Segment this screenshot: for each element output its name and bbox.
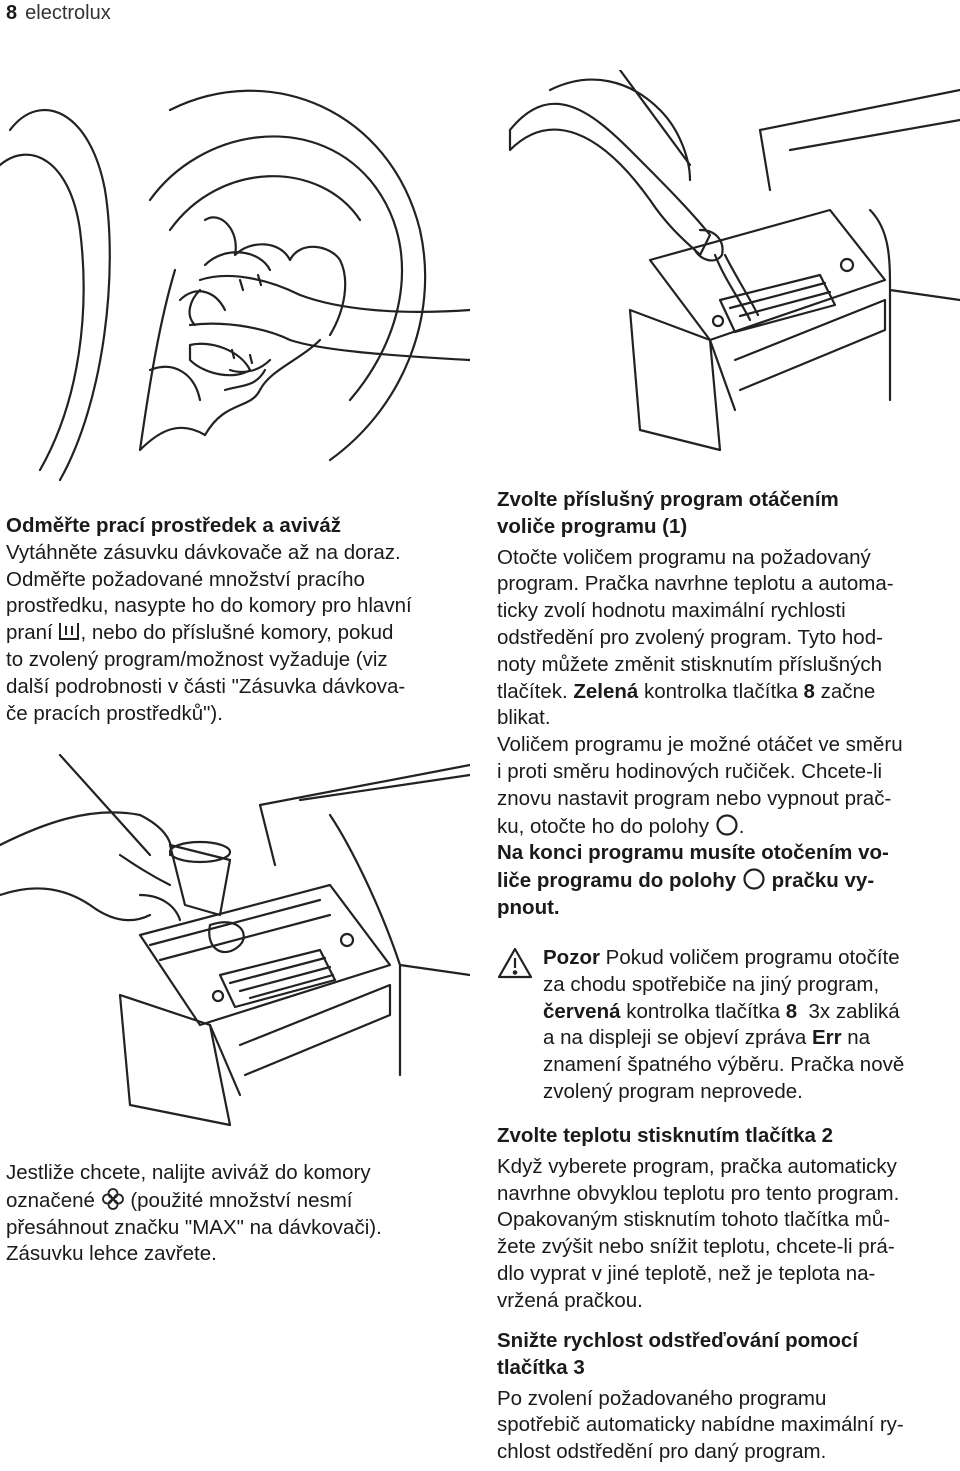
- softener-line-2-prefix: označené: [6, 1188, 95, 1212]
- warning-line-3-a: kontrolka tlačítka: [620, 999, 786, 1023]
- warning-err: Err: [811, 1026, 842, 1050]
- off-position-icon-2: [742, 867, 766, 891]
- main-wash-compartment-icon: [58, 621, 80, 643]
- warning-line-1: [543, 945, 960, 972]
- warning-section: [543, 945, 960, 1106]
- detergent-section: [6, 513, 461, 727]
- program-line-11-text: ku, otočte ho do polohy: [497, 814, 709, 838]
- softener-line-2-suffix: (použité množství nesmí: [130, 1188, 353, 1212]
- program-line-6-green: Zelená: [573, 679, 639, 703]
- temperature-line-6: vržená pračkou.: [497, 1288, 643, 1312]
- warning-line-4-a: a na displeji se objeví zpráva: [543, 1026, 812, 1050]
- detergent-line-4-text: , nebo do příslušné komory, pokud: [80, 621, 394, 645]
- softener-section: [6, 1160, 461, 1268]
- flower-softener-icon: [101, 1187, 125, 1211]
- warning-red: červená: [543, 999, 621, 1023]
- temperature-line-2: navrhne obvyklou teplotu pro tento program.: [497, 1181, 900, 1205]
- program-heading-1: Zvolte příslušný program otáčením: [497, 488, 839, 511]
- softener-pouring-illustration: [0, 745, 470, 1145]
- program-line-5: noty můžete změnit stisknutím příslušných: [497, 652, 883, 676]
- program-line-6-a: tlačítek.: [497, 679, 574, 703]
- program-bold-line-2-b: pračku vy-: [771, 869, 875, 893]
- warning-line-6: zvolený program neprovede.: [543, 1079, 803, 1103]
- brand-name: electrolux: [25, 2, 111, 24]
- laundry-loading-illustration: [0, 70, 470, 500]
- program-line-7: blikat.: [497, 706, 551, 730]
- detergent-bottle-illustration: [490, 70, 960, 470]
- temperature-section: [497, 1123, 959, 1315]
- program-line-2: program. Pračka navrhne teplotu a automa-: [497, 572, 894, 596]
- program-line-9: i proti směru hodinových ručiček. Chcete-li: [497, 759, 883, 783]
- spin-line-2: spotřebič automaticky nabídne maximální ry-: [497, 1413, 904, 1437]
- program-line-6-b: kontrolka tlačítka: [638, 679, 804, 703]
- program-bold-line-1: Na konci programu musíte otočením vo-: [497, 841, 889, 865]
- detergent-line-2: Odměřte požadované množství pracího: [6, 567, 365, 591]
- warning-button: 8: [785, 999, 798, 1023]
- spin-line-1: Po zvolení požadovaného programu: [497, 1386, 827, 1410]
- spin-section: [497, 1328, 959, 1466]
- detergent-line-1: Vytáhněte zásuvku dávkovače až na doraz.: [6, 540, 401, 564]
- softener-line-4: Zásuvku lehce zavřete.: [6, 1242, 217, 1266]
- detergent-line-7: če pracích prostředků").: [6, 701, 223, 725]
- page-header: [6, 0, 111, 26]
- softener-line-2: [6, 1187, 461, 1215]
- temperature-line-3: Opakovaným stisknutím tohoto tlačítka mů-: [497, 1208, 891, 1232]
- warning-line-4: [543, 1025, 960, 1052]
- program-line-6-c: začne: [814, 679, 876, 703]
- detergent-line-5: to zvolený program/možnost vyžaduje (viz: [6, 647, 388, 671]
- off-position-icon: [715, 813, 739, 837]
- program-line-6-button: 8: [803, 679, 815, 703]
- program-heading-2: voliče programu (1): [497, 514, 688, 538]
- program-line-10: znovu nastavit program nebo vypnout prač-: [497, 786, 892, 810]
- spin-heading-1: Snižte rychlost odstřeďování pomocí: [497, 1329, 859, 1352]
- warning-line-4-b: na: [841, 1026, 871, 1050]
- program-bold-line-3: pnout.: [497, 895, 560, 919]
- temperature-line-5: dlo vyprat v jiné teplotě, než je teplota na-: [497, 1261, 876, 1285]
- detergent-line-6: další podrobnosti v části "Zásuvka dávkova-: [6, 674, 406, 698]
- program-section: [497, 487, 959, 922]
- detergent-line-3: prostředku, nasypte ho do komory pro hlavní: [6, 594, 412, 618]
- spin-heading-2: tlačítka 3: [497, 1355, 585, 1379]
- program-line-1: Otočte voličem programu na požadovaný: [497, 545, 871, 569]
- warning-label: Pozor: [543, 946, 600, 969]
- temperature-line-1: Když vyberete program, pračka automaticky: [497, 1154, 897, 1178]
- page-number: 8: [6, 2, 18, 24]
- warning-line-3-b: 3x zabliká: [797, 999, 900, 1023]
- softener-line-1: Jestliže chcete, nalijte aviváž do komory: [6, 1161, 371, 1184]
- warning-icon: [497, 947, 533, 979]
- temperature-heading: Zvolte teplotu stisknutím tlačítka 2: [497, 1124, 834, 1147]
- program-line-4: odstředění pro zvolený program. Tyto hod-: [497, 625, 883, 649]
- spin-line-3: chlost odstředění pro daný program.: [497, 1440, 827, 1464]
- temperature-line-4: žete zvýšit nebo snížit teplotu, chcete-li prá-: [497, 1235, 895, 1259]
- program-bold-line-2-a: liče programu do polohy: [497, 869, 737, 893]
- detergent-line-4-prefix: praní: [6, 621, 53, 645]
- detergent-line-4: [6, 620, 461, 647]
- softener-line-3: přesáhnout značku "MAX" na dávkovači).: [6, 1215, 382, 1239]
- warning-line-3: [543, 999, 960, 1026]
- warning-line-2: za chodu spotřebiče na jiný program,: [543, 972, 880, 996]
- detergent-heading: Odměřte prací prostředek a aviváž: [6, 514, 341, 537]
- program-line-3: ticky zvolí hodnotu maximální rychlosti: [497, 599, 846, 623]
- program-bold-line-2: [497, 867, 959, 895]
- warning-line-1-text: Pokud voličem programu otočíte: [599, 946, 900, 969]
- program-line-11: ku, otočte ho do polohy .: [497, 814, 745, 838]
- program-line-8: Voličem programu je možné otáčet ve směru: [497, 733, 903, 757]
- warning-line-5: znamení špatného výběru. Pračka nově: [543, 1053, 905, 1077]
- program-line-6: [497, 679, 959, 706]
